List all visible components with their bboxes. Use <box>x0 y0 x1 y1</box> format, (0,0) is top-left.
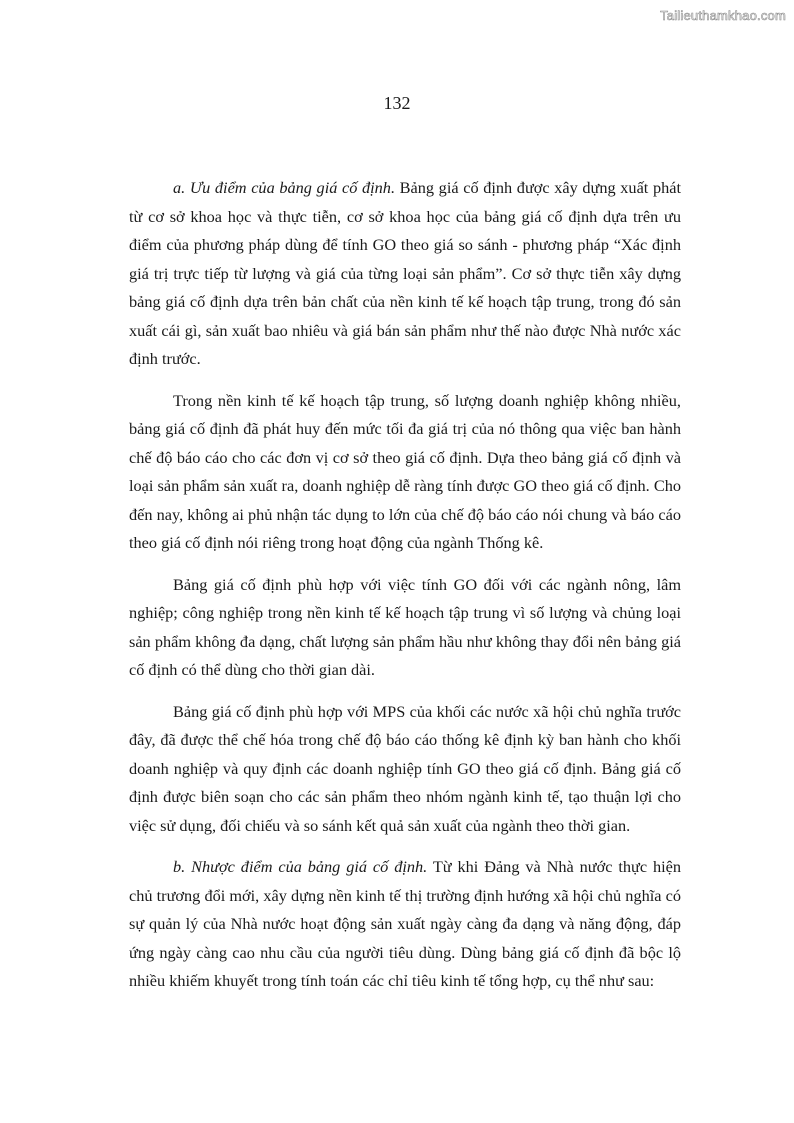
paragraph-text: Trong nền kinh tế kế hoạch tập trung, số lượng doanh nghiệp không nhiều, bảng giá cố định đã phát huy đến mức tối đa giá trị của nó thông qua việc ban hành chế độ báo cáo cho các đơn vị cơ sở theo giá cố định. Dựa theo bảng giá cố định và loại sản phẩm sản xuất ra, doanh nghiệp dễ ràng tính được GO theo giá cố định. Cho đến nay, không ai phủ nhận tác dụng to lớn của chế độ báo cáo nói chung và báo cáo theo giá cố định nói riêng trong hoạt động của ngành Thống kê. <box>129 390 681 552</box>
section-heading-advantages: a. Ưu điểm của bảng giá cố định. <box>173 178 396 197</box>
paragraph-disadvantages <box>129 853 681 996</box>
document-body <box>129 174 681 1009</box>
paragraph-text: Từ khi Đảng và Nhà nước thực hiện chủ trương đổi mới, xây dựng nền kinh tế thị trường định hướng xã hội chủ nghĩa có sự quản lý của Nhà nước hoạt động sản xuất ngày càng đa dạng và năng động, đáp ứng ngày càng cao nhu cầu của người tiêu dùng. Dùng bảng giá cố định đã bộc lộ nhiều khiếm khuyết trong tính toán các chỉ tiêu kinh tế tổng hợp, cụ thể như sau: <box>129 857 681 990</box>
paragraph-text: Bảng giá cố định được xây dựng xuất phát từ cơ sở khoa học và thực tiễn, cơ sở khoa học của bảng giá cố định dựa trên ưu điểm của phương pháp dùng để tính GO theo giá so sánh - phương pháp “Xác định giá trị trực tiếp từ lượng và giá của từng loại sản phẩm”. Cơ sở thực tiễn xây dựng bảng giá cố định dựa trên bản chất của nền kinh tế kế hoạch tập trung, trong đó sản xuất cái gì, sản xuất bao nhiêu và giá bán sản phẩm như thế nào được Nhà nước xác định trước. <box>129 178 681 368</box>
paragraph-text: Bảng giá cố định phù hợp với MPS của khối các nước xã hội chủ nghĩa trước đây, đã được thể chế hóa trong chế độ báo cáo thống kê định kỳ ban hành cho khối doanh nghiệp và quy định các doanh nghiệp tính GO theo giá cố định. Bảng giá cố định được biên soạn cho các sản phẩm theo nhóm ngành kinh tế, tạo thuận lợi cho việc sử dụng, đối chiếu và so sánh kết quả sản xuất của ngành theo thời gian. <box>129 701 681 835</box>
paragraph-advantages <box>129 174 681 374</box>
paragraph-text: Bảng giá cố định phù hợp với việc tính GO đối với các ngành nông, lâm nghiệp; công nghiệp trong nền kinh tế kế hoạch tập trung vì số lượng và chủng loại sản phẩm không đa dạng, chất lượng sản phẩm hầu như không thay đổi nên bảng giá cố định có thể dùng cho thời gian dài. <box>129 574 681 679</box>
watermark-text: Tailieuthamkhao.com <box>660 8 786 23</box>
paragraph-agriculture-industry <box>129 571 681 685</box>
paragraph-planned-economy <box>129 387 681 558</box>
section-heading-disadvantages: b. Nhược điểm của bảng giá cố định. <box>173 857 428 876</box>
paragraph-mps <box>129 698 681 841</box>
page-number: 132 <box>383 93 411 113</box>
